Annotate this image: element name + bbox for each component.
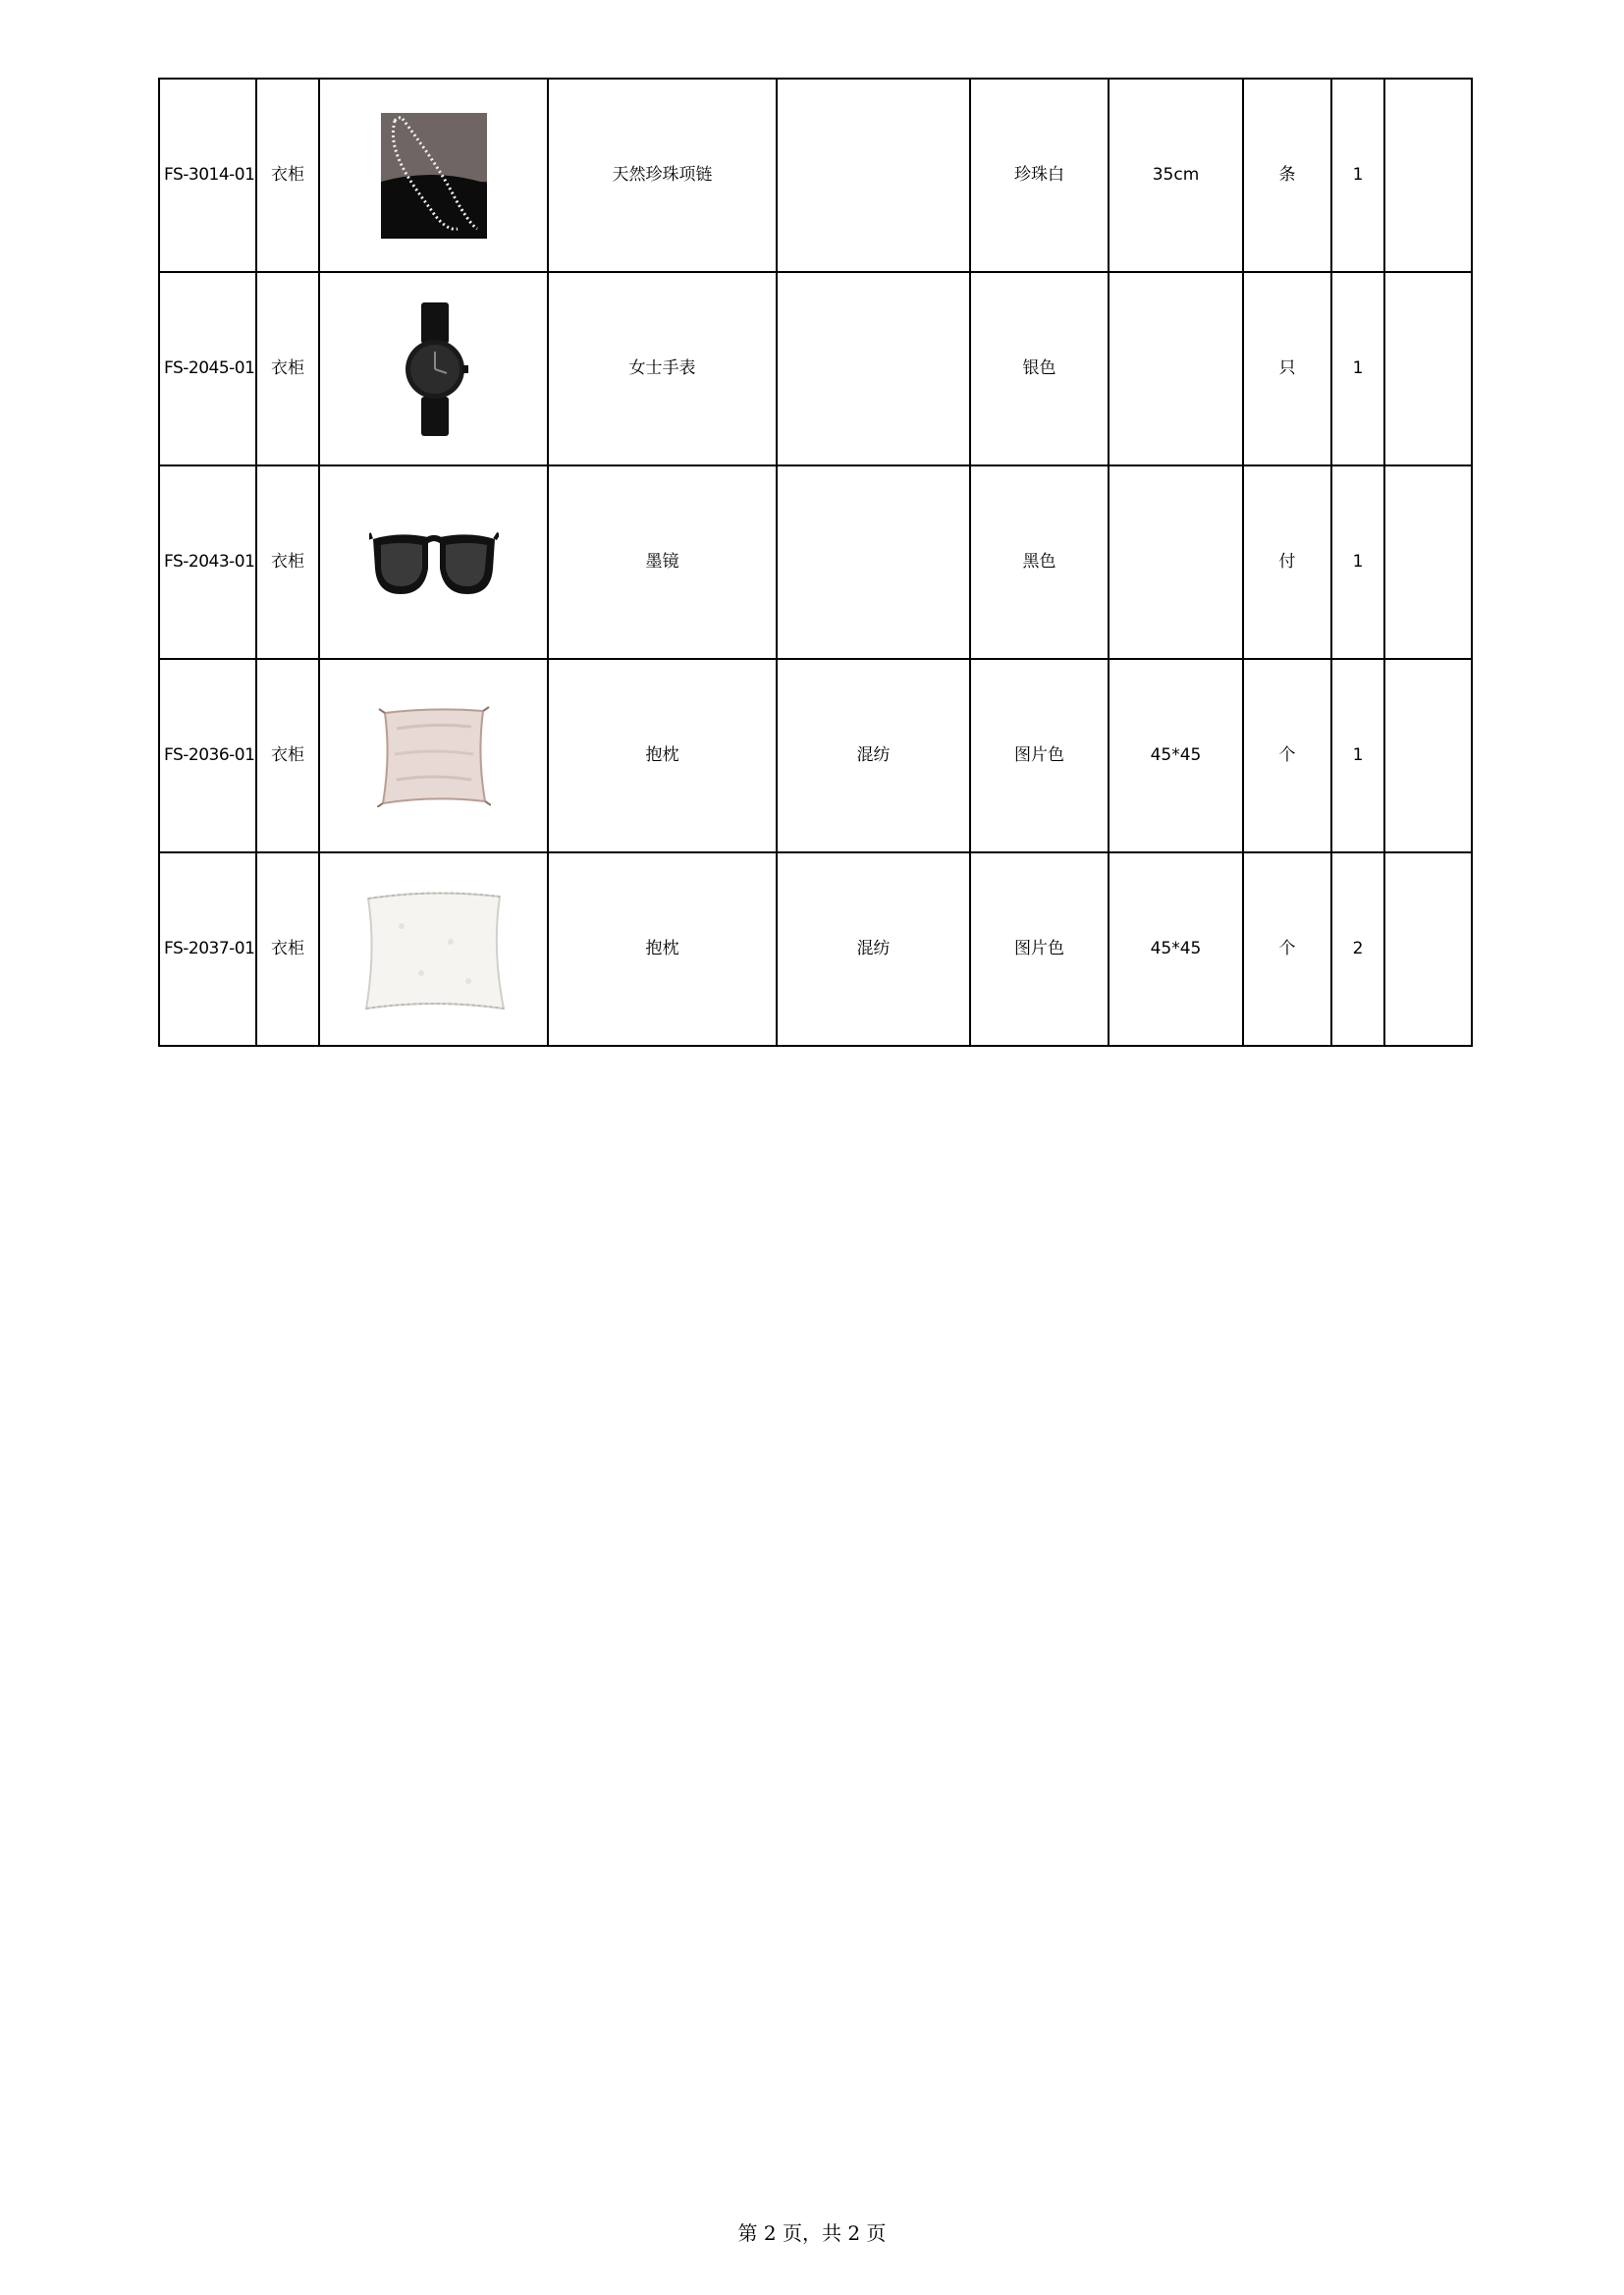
item-code: FS-2037-01 [159,852,256,1046]
wristwatch-icon [400,302,468,436]
item-size: 45*45 [1109,852,1243,1046]
item-location: 衣柜 [256,852,319,1046]
item-remark [1384,852,1472,1046]
item-unit: 个 [1243,852,1331,1046]
item-code: FS-3014-01 [159,79,256,272]
table-row [159,659,1472,852]
item-material: 混纺 [777,659,970,852]
item-location: 衣柜 [256,465,319,659]
pink-pillow-icon [377,705,491,807]
item-qty: 1 [1331,79,1384,272]
item-color: 银色 [970,272,1109,465]
item-name: 墨镜 [548,465,777,659]
items-table [158,78,1473,1047]
item-color: 珍珠白 [970,79,1109,272]
item-location: 衣柜 [256,659,319,852]
item-unit: 条 [1243,79,1331,272]
item-location: 衣柜 [256,272,319,465]
item-qty: 1 [1331,659,1384,852]
item-qty: 2 [1331,852,1384,1046]
item-qty: 1 [1331,465,1384,659]
item-image-cell [319,79,548,272]
item-image-cell [319,272,548,465]
item-remark [1384,79,1472,272]
item-unit: 只 [1243,272,1331,465]
item-location: 衣柜 [256,79,319,272]
item-image-cell [319,465,548,659]
item-name: 抱枕 [548,852,777,1046]
item-code: FS-2036-01 [159,659,256,852]
item-code: FS-2045-01 [159,272,256,465]
item-name: 抱枕 [548,659,777,852]
item-color: 图片色 [970,659,1109,852]
item-name: 天然珍珠项链 [548,79,777,272]
table-row [159,272,1472,465]
sunglasses-icon [369,525,499,600]
item-code: FS-2043-01 [159,465,256,659]
table-row [159,852,1472,1046]
item-image-cell [319,852,548,1046]
white-pillow-icon [362,887,506,1012]
item-material [777,79,970,272]
table-row [159,465,1472,659]
item-unit: 个 [1243,659,1331,852]
item-qty: 1 [1331,272,1384,465]
item-unit: 付 [1243,465,1331,659]
item-color: 黑色 [970,465,1109,659]
item-material: 混纺 [777,852,970,1046]
page-number: 第 2 页，共 2 页 [737,2221,887,2245]
item-size [1109,465,1243,659]
item-color: 图片色 [970,852,1109,1046]
item-remark [1384,659,1472,852]
item-name: 女士手表 [548,272,777,465]
item-size [1109,272,1243,465]
item-material [777,465,970,659]
item-image-cell [319,659,548,852]
item-material [777,272,970,465]
pearl-necklace-icon [381,113,487,239]
table-row [159,79,1472,272]
item-size: 45*45 [1109,659,1243,852]
item-size: 35cm [1109,79,1243,272]
item-remark [1384,272,1472,465]
item-remark [1384,465,1472,659]
